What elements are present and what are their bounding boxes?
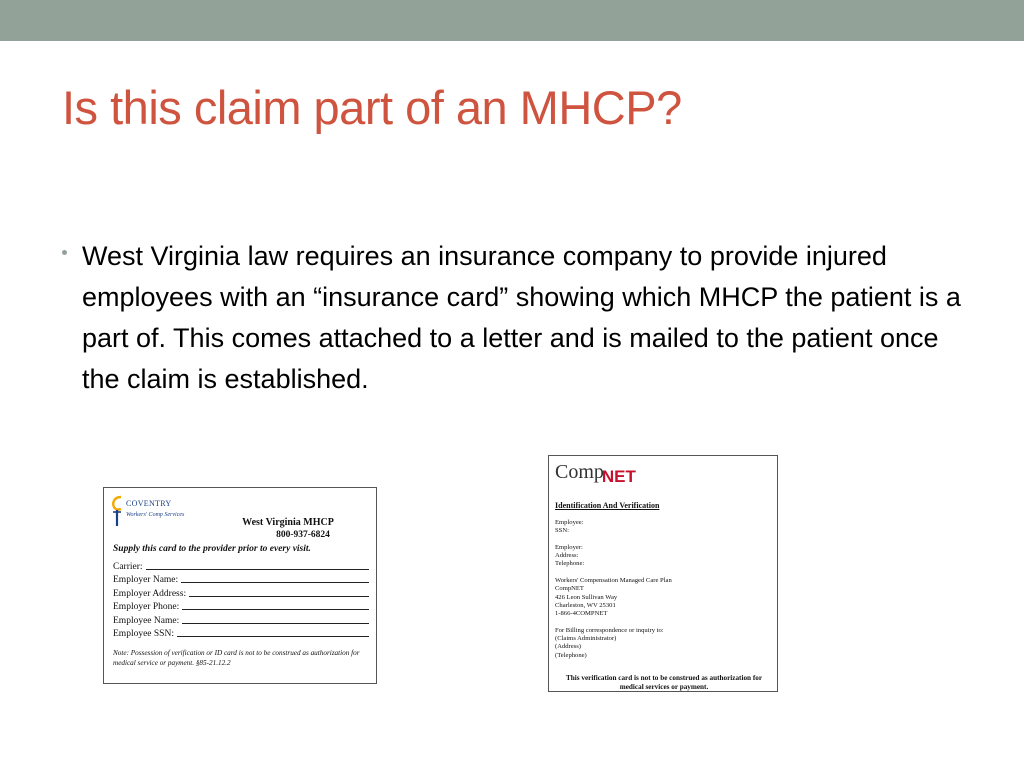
- coventry-insurance-card: [103, 487, 377, 684]
- field-row: [113, 585, 369, 599]
- slide-title: Is this claim part of an MHCP?: [62, 81, 682, 134]
- bullet-dot-icon: [62, 250, 67, 255]
- detail-line: 426 Leon Sullivan Way: [555, 593, 618, 601]
- field-label: Employee Name:: [113, 615, 180, 626]
- field-label: Carrier:: [113, 561, 143, 572]
- field-line: [182, 609, 369, 610]
- detail-line: Address:: [555, 552, 579, 560]
- card-details: [555, 519, 672, 660]
- detail-line: (Claims Administrator): [555, 635, 617, 643]
- compnet-verification-card: [548, 455, 778, 692]
- field-line: [181, 582, 369, 583]
- compnet-logo: [555, 461, 636, 484]
- card-instruction: Supply this card to the provider prior to every visit.: [113, 544, 311, 554]
- detail-line: Employee:: [555, 519, 584, 526]
- bullet-item: [62, 236, 972, 400]
- card-footer-disclaimer: This verification card is not to be construed as authorization for medical services or payment.: [565, 674, 763, 691]
- detail-line: Telephone:: [555, 560, 585, 568]
- detail-line: SSN:: [555, 527, 569, 535]
- detail-line: For Billing correspondence or inquiry to:: [555, 626, 664, 634]
- top-accent-bar: [0, 0, 1024, 41]
- compnet-logo-net: NET: [601, 467, 636, 486]
- field-line: [177, 636, 369, 637]
- detail-line: Workers' Compensation Managed Care Plan: [555, 577, 672, 585]
- card-fields: [113, 558, 369, 639]
- field-row: [113, 612, 369, 626]
- coventry-logo-subtitle: Workers' Comp Services: [126, 512, 185, 518]
- field-line: [189, 596, 369, 597]
- field-row: [113, 558, 369, 572]
- detail-line: CompNET: [555, 585, 584, 593]
- card-note: Note: Possession of verification or ID card is not to be construed as authorization for medical service or payment. §85-21.12.2: [113, 649, 360, 667]
- detail-line: Employer:: [555, 543, 583, 551]
- field-label: Employer Address:: [113, 588, 187, 599]
- card-heading: Identification And Verification: [555, 501, 660, 510]
- coventry-logo-name: COVENTRY: [126, 499, 172, 508]
- detail-line: (Address): [555, 643, 582, 651]
- bullet-text: West Virginia law requires an insurance company to provide injured employees with an “insurance card” showing which MHCP the patient is a part of. This comes attached to a letter and is mailed to the patient once the claim is established.: [82, 241, 961, 394]
- card-title: West Virginia MHCP: [242, 517, 334, 528]
- field-label: Employee SSN:: [113, 629, 174, 639]
- field-row: [113, 599, 369, 613]
- compnet-logo-comp: Comp: [555, 461, 604, 483]
- field-row: [113, 572, 369, 586]
- field-line: [146, 569, 369, 570]
- field-label: Employer Phone:: [113, 602, 180, 612]
- detail-line: 1-866-4COMPNET: [555, 610, 608, 618]
- field-line: [182, 623, 369, 624]
- coventry-logo: [110, 494, 205, 528]
- detail-line: Charleston, WV 25301: [555, 601, 616, 609]
- field-row: [113, 626, 369, 640]
- card-phone: 800-937-6824: [276, 530, 330, 540]
- field-label: Employer Name:: [113, 575, 179, 585]
- detail-line: (Telephone): [555, 651, 587, 659]
- coventry-logo-icon: [110, 494, 124, 528]
